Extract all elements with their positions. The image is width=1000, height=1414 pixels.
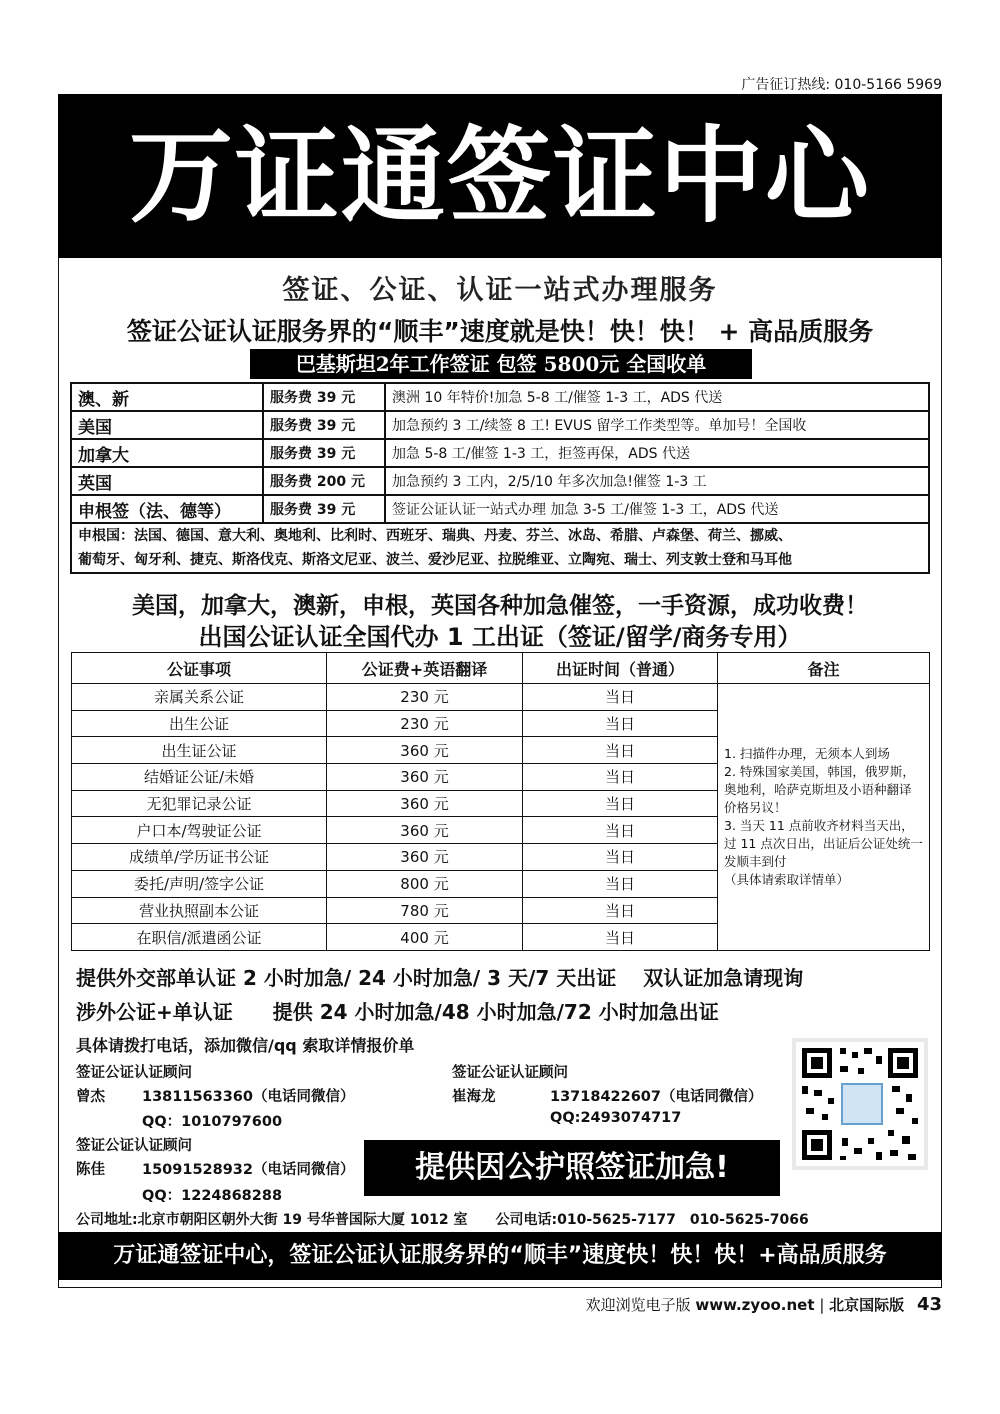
fee-cell: 服务费 39 元 <box>263 495 385 523</box>
item-cell: 出生证公证 <box>72 737 327 764</box>
time-cell: 当日 <box>523 844 718 871</box>
desc-cell: 加急 5-8 工/催签 1-3 工，拒签再保，ADS 代送 <box>385 439 929 467</box>
contact-intro: 具体请拨打电话，添加微信/qq 索取详情报价单 <box>76 1036 415 1055</box>
country-cell: 申根签（法、德等） <box>71 495 263 523</box>
notes-cell <box>718 684 930 951</box>
item-cell: 委托/声明/签字公证 <box>72 870 327 897</box>
consultant-qq: QQ：1010797600 <box>142 1114 283 1130</box>
item-cell: 成绩单/学历证书公证 <box>72 844 327 871</box>
fee-cell: 服务费 39 元 <box>263 383 385 411</box>
item-cell: 户口本/驾驶证公证 <box>72 817 327 844</box>
country-cell: 澳、新 <box>71 383 263 411</box>
desc-cell: 加急预约 3 工/续签 8 工! EVUS 留学工作类型等。单加号！全国收 <box>385 411 929 439</box>
fee-cell: 服务费 39 元 <box>263 439 385 467</box>
table-row <box>71 383 929 411</box>
note-item: 3. 当天 11 点前收齐材料当天出，过 11 点次日出，出证后公证处统一发顺丰到付 <box>724 817 923 869</box>
country-cell: 英国 <box>71 467 263 495</box>
banner-title: 万证通签证中心 <box>58 94 942 258</box>
time-cell: 当日 <box>523 684 718 711</box>
page-footer <box>586 1294 942 1315</box>
time-cell: 当日 <box>523 790 718 817</box>
schengen-countries-line2: 葡萄牙、匈牙利、捷克、斯洛伐克、斯洛文尼亚、波兰、爱沙尼亚、拉脱维亚、立陶宛、瑞士、列支敦士登和马耳他 <box>78 552 792 568</box>
fee-cell: 800 元 <box>327 870 523 897</box>
footer-site-link[interactable]: www.zyoo.net <box>695 1296 815 1314</box>
pakistan-visa-tag: 巴基斯坦2年工作签证 包签 5800元 全国收单 <box>250 349 752 379</box>
column-header: 备注 <box>718 653 930 684</box>
fee-cell: 780 元 <box>327 897 523 924</box>
fee-cell: 230 元 <box>327 710 523 737</box>
subtitle-speed: 签证公证认证服务界的“顺丰”速度就是快！快！快！ + 高品质服务 <box>126 317 874 346</box>
fee-cell: 360 元 <box>327 844 523 871</box>
subtitle-services: 签证、公证、认证一站式办理服务 <box>282 275 718 306</box>
note-item: 1. 扫描件办理，无须本人到场 <box>724 745 890 761</box>
desc-cell: 澳洲 10 年特价!加急 5-8 工/催签 1-3 工，ADS 代送 <box>385 383 929 411</box>
column-header: 公证事项 <box>72 653 327 684</box>
consultant-title: 签证公证认证顾问 <box>452 1065 568 1081</box>
table-row <box>72 684 930 711</box>
company-address: 公司地址:北京市朝阳区朝外大街 19 号华普国际大厦 1012 室 公司电话:010-5625-7177 010-5625-7066 <box>76 1212 809 1228</box>
consultant-name: 曾杰 <box>76 1089 105 1105</box>
item-cell: 无犯罪记录公证 <box>72 790 327 817</box>
consultant-phone[interactable]: 15091528932（电话同微信） <box>142 1162 355 1178</box>
urgent-visa-line: 美国，加拿大，澳新，申根，英国各种加急催签，一手资源，成功收费！ <box>132 592 868 619</box>
column-header: 公证费+英语翻译 <box>327 653 523 684</box>
notary-fee-table <box>71 652 930 951</box>
item-cell: 出生公证 <box>72 710 327 737</box>
time-cell: 当日 <box>523 870 718 897</box>
country-cell: 美国 <box>71 411 263 439</box>
desc-cell: 签证公证认证一站式办理 加急 3-5 工/催签 1-3 工，ADS 代送 <box>385 495 929 523</box>
consultant-title: 签证公证认证顾问 <box>76 1065 192 1081</box>
mfa-certification-line: 提供外交部单认证 2 小时加急/ 24 小时加急/ 3 天/7 天出证 双认证加急请现询 <box>76 966 804 990</box>
time-cell: 当日 <box>523 817 718 844</box>
footer-slogan-bar: 万证通签证中心，签证公证认证服务界的“顺丰”速度快！快！快！+高品质服务 <box>58 1232 942 1280</box>
qr-code-icon[interactable] <box>792 1038 928 1170</box>
foreign-notary-line: 涉外公证+单认证 提供 24 小时加急/48 小时加急/72 小时加急出证 <box>76 1000 719 1024</box>
consultant-title: 签证公证认证顾问 <box>76 1138 192 1154</box>
consultant-phone[interactable]: 13811563360（电话同微信） <box>142 1089 355 1105</box>
table-row <box>71 439 929 467</box>
consultant-qq: QQ：1224868288 <box>142 1188 283 1204</box>
page-number: 43 <box>916 1294 942 1315</box>
consultant-qq: QQ:2493074717 <box>550 1110 682 1126</box>
footer-text: 欢迎浏览电子版 <box>585 1296 691 1314</box>
desc-cell: 加急预约 3 工内，2/5/10 年多次加急!催签 1-3 工 <box>385 467 929 495</box>
fee-cell: 360 元 <box>327 764 523 791</box>
fee-cell: 400 元 <box>327 924 523 951</box>
table-row <box>71 495 929 523</box>
time-cell: 当日 <box>523 764 718 791</box>
fee-cell: 230 元 <box>327 684 523 711</box>
ad-hotline: 广告征订热线: 010-5166 5969 <box>741 77 942 93</box>
consultant-phone[interactable]: 13718422607（电话同微信） <box>550 1089 763 1105</box>
footer-divider: | <box>819 1296 830 1314</box>
consultant-name: 陈佳 <box>76 1162 105 1178</box>
time-cell: 当日 <box>523 737 718 764</box>
table-row <box>71 467 929 495</box>
consultant-name: 崔海龙 <box>452 1089 496 1105</box>
fee-cell: 服务费 200 元 <box>263 467 385 495</box>
time-cell: 当日 <box>523 710 718 737</box>
item-cell: 营业执照副本公证 <box>72 897 327 924</box>
item-cell: 亲属关系公证 <box>72 684 327 711</box>
note-item: （具体请索取详情单） <box>724 871 850 887</box>
item-cell: 结婚证公证/未婚 <box>72 764 327 791</box>
table-header-row <box>72 653 930 684</box>
column-header: 出证时间（普通） <box>523 653 718 684</box>
visa-fee-table <box>70 382 930 574</box>
notary-heading: 出国公证认证全国代办 1 工出证（签证/留学/商务专用） <box>198 623 802 651</box>
note-item: 2. 特殊国家美国，韩国，俄罗斯，奥地利，哈萨克斯坦及小语种翻译价格另议！ <box>724 763 915 815</box>
fee-cell: 服务费 39 元 <box>263 411 385 439</box>
fee-cell: 360 元 <box>327 737 523 764</box>
schengen-row <box>71 523 929 573</box>
item-cell: 在职信/派遣函公证 <box>72 924 327 951</box>
fee-cell: 360 元 <box>327 817 523 844</box>
official-passport-promo: 提供因公护照签证加急! <box>364 1140 780 1196</box>
schengen-countries-line1: 申根国：法国、德国、意大利、奥地利、比利时、西班牙、瑞典、丹麦、芬兰、冰岛、希腊、卢森堡、荷兰、挪威、 <box>78 528 792 544</box>
table-row <box>71 411 929 439</box>
time-cell: 当日 <box>523 897 718 924</box>
time-cell: 当日 <box>523 924 718 951</box>
footer-edition: 北京国际版 <box>829 1296 905 1314</box>
country-cell: 加拿大 <box>71 439 263 467</box>
fee-cell: 360 元 <box>327 790 523 817</box>
